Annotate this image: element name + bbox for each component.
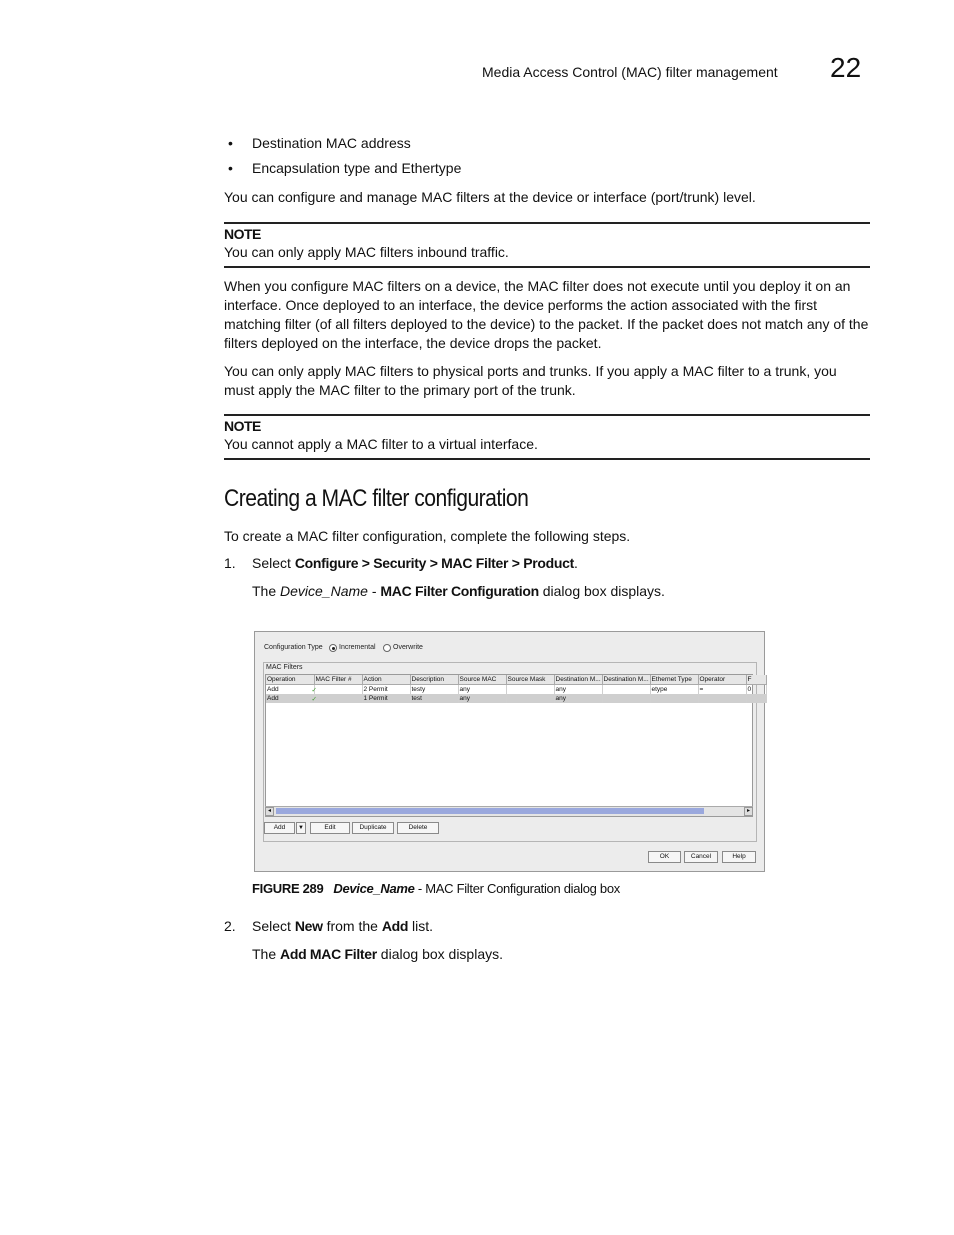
section-heading: Creating a MAC filter configuration — [224, 485, 529, 512]
column-header[interactable]: Description — [410, 675, 458, 685]
edit-button[interactable]: Edit — [310, 822, 350, 834]
radio-incremental-label: Incremental — [339, 644, 376, 651]
mac-filters-table[interactable] — [265, 674, 753, 817]
cancel-button[interactable]: Cancel — [684, 851, 718, 863]
step-1-result: The Device_Name - MAC Filter Configuration dialog box displays. — [252, 583, 665, 599]
note-text: You cannot apply a MAC filter to a virtual interface. — [224, 436, 538, 452]
column-header[interactable]: Operation — [266, 675, 314, 685]
step-number: 2. — [224, 918, 236, 934]
bullet-encapsulation: Encapsulation type and Ethertype — [252, 160, 462, 176]
table-cell: any — [554, 694, 602, 703]
step-2-text: Select New from the Add list. — [252, 918, 434, 934]
column-header[interactable]: Destination M... — [603, 676, 649, 683]
table-cell: Add — [266, 685, 314, 695]
table-cell: etype — [650, 685, 698, 695]
table-row[interactable] — [266, 694, 766, 703]
table-cell — [311, 685, 362, 695]
table-cell — [506, 694, 554, 703]
radio-overwrite-label: Overwrite — [393, 644, 423, 651]
column-header[interactable]: MAC Filter # — [314, 675, 362, 685]
bullet-dot: • — [228, 135, 233, 151]
table-cell — [650, 694, 698, 703]
scroll-right-icon[interactable]: ▸ — [744, 807, 753, 816]
check-icon: ✓ — [311, 695, 317, 703]
table-cell — [602, 685, 650, 695]
horizontal-scrollbar[interactable] — [265, 806, 753, 816]
table-cell — [506, 685, 554, 695]
note-bottom-rule — [224, 458, 870, 460]
chapter-number: 22 — [830, 52, 862, 83]
column-header[interactable]: Operator — [698, 675, 746, 685]
step-number: 1. — [224, 555, 236, 571]
table-cell: 2 Permit — [362, 685, 410, 695]
column-header[interactable]: Source MAC — [458, 675, 506, 685]
paragraph-trunks: You can only apply MAC filters to physical ports and trunks. If you apply a MAC filter to a trunk, you must apply the MAC filter to the primary port of the trunk. — [224, 363, 837, 398]
table-cell: any — [458, 685, 506, 695]
table-cell: 1 Permit — [362, 694, 410, 703]
bullet-dot: • — [228, 160, 233, 176]
running-header-title: Media Access Control (MAC) filter management — [482, 64, 778, 80]
table-cell — [311, 694, 362, 703]
help-button[interactable]: Help — [722, 851, 756, 863]
bullet-destination-mac: Destination MAC address — [252, 135, 411, 151]
step-2-result: The Add MAC Filter dialog box displays. — [252, 946, 503, 962]
mac-filter-configuration-dialog — [254, 631, 765, 872]
table-cell — [746, 694, 766, 703]
table-cell: Add — [266, 694, 314, 703]
table-row[interactable] — [266, 685, 766, 695]
note-top-rule — [224, 222, 870, 224]
note-text: You can only apply MAC filters inbound traffic. — [224, 244, 509, 260]
intro-text: To create a MAC filter configuration, complete the following steps. — [224, 528, 631, 544]
note-top-rule — [224, 414, 870, 416]
add-button[interactable]: Add — [264, 822, 295, 834]
paragraph-deploy: When you configure MAC filters on a device, the MAC filter does not execute until you deploy it on an interface. Once deployed to an interface, the device performs the action associated with the first matching filter (of all filters deployed to the device) to the packet. If the packet does not match any of the filters deployed on the interface, the device drops the packet. — [224, 278, 869, 351]
column-header[interactable]: F — [746, 675, 766, 685]
column-header[interactable]: Destination M... — [555, 676, 601, 683]
column-header[interactable]: Ethernet Type — [650, 675, 698, 685]
scrollbar-thumb[interactable] — [276, 808, 704, 814]
table-cell — [602, 694, 650, 703]
paragraph-configure-levels: You can configure and manage MAC filters at the device or interface (port/trunk) level. — [224, 189, 756, 205]
scroll-left-icon[interactable]: ◂ — [265, 807, 274, 816]
table-cell: testy — [410, 685, 458, 695]
table-cell — [698, 694, 746, 703]
table-cell: 0 — [746, 685, 766, 695]
table-cell: test — [410, 694, 458, 703]
note-bottom-rule — [224, 266, 870, 268]
mac-filters-group-label: MAC Filters — [266, 664, 303, 671]
note-label: NOTE — [224, 226, 261, 242]
table-cell: = — [698, 685, 746, 695]
delete-button[interactable]: Delete — [397, 822, 439, 834]
add-dropdown-chevron-down-icon[interactable]: ▼ — [296, 822, 306, 834]
figure-caption: FIGURE 289 Device_Name - MAC Filter Configuration dialog box — [252, 881, 620, 896]
menu-path: Configure > Security > MAC Filter > Product — [294, 555, 575, 571]
table-cell: any — [554, 685, 602, 695]
radio-overwrite[interactable] — [383, 644, 391, 652]
step-1-text: Select Configure > Security > MAC Filter > Product. — [252, 555, 578, 571]
table-cell: any — [458, 694, 506, 703]
radio-incremental[interactable] — [329, 644, 337, 652]
column-header[interactable]: Action — [362, 675, 410, 685]
note-label: NOTE — [224, 418, 261, 434]
configuration-type-label: Configuration Type — [264, 644, 323, 651]
ok-button[interactable]: OK — [648, 851, 681, 863]
check-icon: ✓ — [311, 686, 317, 694]
duplicate-button[interactable]: Duplicate — [352, 822, 394, 834]
column-header[interactable]: Source Mask — [506, 675, 554, 685]
